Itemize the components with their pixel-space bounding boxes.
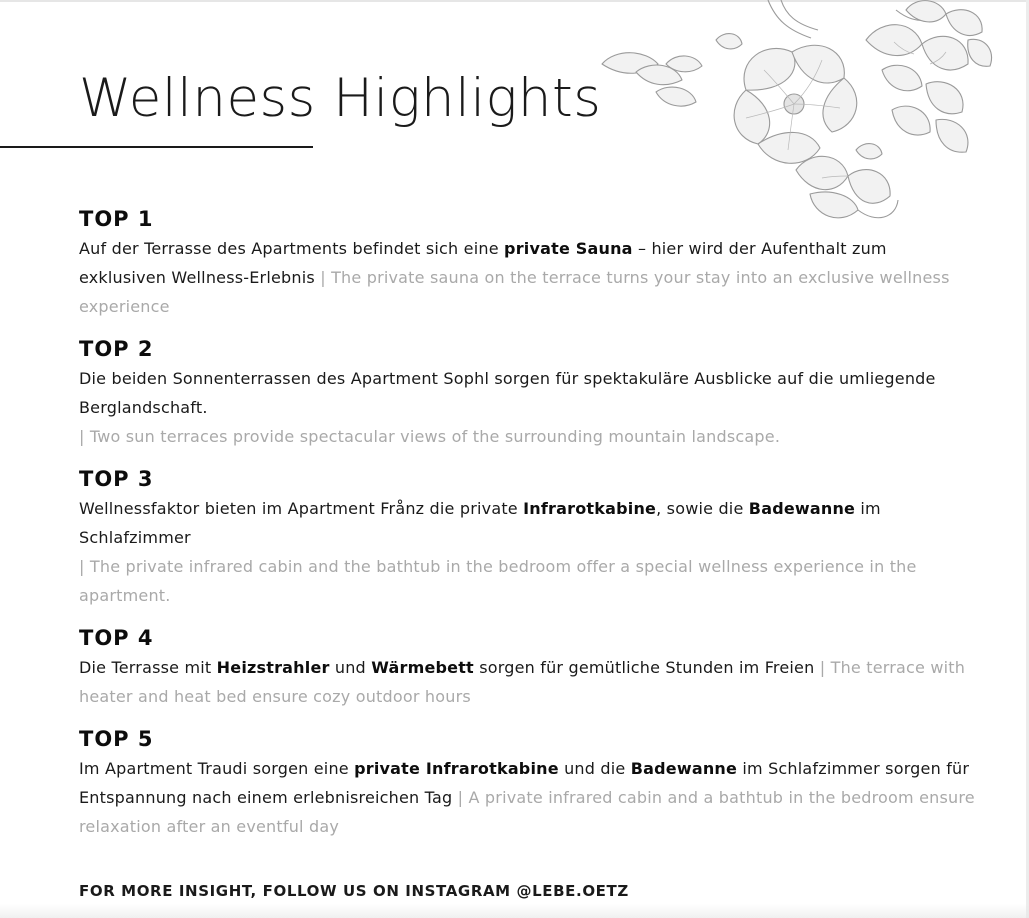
- highlight-body: [79, 364, 979, 451]
- body-text: im Schlafzimmer: [79, 499, 881, 547]
- body-text: und: [329, 658, 372, 677]
- body-text: Im Apartment Traudi sorgen eine: [79, 759, 355, 778]
- highlight-body: [79, 234, 979, 321]
- highlights-list: [79, 204, 979, 854]
- highlight-heading: TOP 4: [79, 626, 154, 650]
- highlight-item: [79, 623, 979, 711]
- body-emphasis: private Infrarotkabine: [354, 759, 559, 778]
- highlight-heading: TOP 3: [79, 467, 154, 491]
- highlight-body: [79, 653, 979, 711]
- highlight-item: [79, 724, 979, 841]
- body-emphasis: Infrarotkabine: [523, 499, 657, 518]
- title-underline: [0, 146, 313, 148]
- english-translation: | The private sauna on the terrace turns your stay into an exclusive wellness experience: [79, 268, 950, 316]
- instagram-cta: FOR MORE INSIGHT, FOLLOW US ON INSTAGRAM @LEBE.OETZ: [79, 882, 629, 900]
- highlight-body: [79, 754, 979, 841]
- body-text: im Schlafzimmer sorgen für Entspannung nach einem erlebnisreichen Tag: [79, 759, 970, 807]
- body-emphasis: Badewanne: [630, 759, 738, 778]
- highlight-item: [79, 334, 979, 451]
- body-emphasis: Heizstrahler: [216, 658, 330, 677]
- highlight-item: [79, 204, 979, 321]
- body-text: Die beiden Sonnenterrassen des Apartment Sophl sorgen für spektakuläre Ausblicke auf die umliegende Berglandschaft.: [79, 369, 936, 417]
- flower-illustration-icon: [596, 0, 996, 228]
- english-translation: | Two sun terraces provide spectacular views of the surrounding mountain landscape.: [79, 427, 781, 446]
- body-emphasis: Wärmebett: [371, 658, 474, 677]
- body-text: sorgen für gemütliche Stunden im Freien: [473, 658, 820, 677]
- highlight-heading: TOP 2: [79, 337, 154, 361]
- page-title: Wellness Highlights: [79, 68, 602, 129]
- highlight-item: [79, 464, 979, 610]
- body-text: Auf der Terrasse des Apartments befindet sich eine: [79, 239, 505, 258]
- body-text: und die: [558, 759, 631, 778]
- body-emphasis: private Sauna: [504, 239, 633, 258]
- body-text: Die Terrasse mit: [79, 658, 217, 677]
- english-translation: | A private infrared cabin and a bathtub in the bedroom ensure relaxation after an eventful day: [79, 788, 975, 836]
- highlight-body: [79, 494, 979, 610]
- body-text: , sowie die: [656, 499, 749, 518]
- highlight-heading: TOP 1: [79, 207, 154, 231]
- english-translation: | The private infrared cabin and the bathtub in the bedroom offer a special wellness experience in the apartment.: [79, 557, 917, 605]
- body-text: – hier wird der Aufenthalt zum exklusiven Wellness-Erlebnis: [79, 239, 887, 287]
- bottom-shadow: [0, 904, 1029, 918]
- body-emphasis: Badewanne: [748, 499, 856, 518]
- english-translation: | The terrace with heater and heat bed ensure cozy outdoor hours: [79, 658, 966, 706]
- highlight-heading: TOP 5: [79, 727, 154, 751]
- body-text: Wellnessfaktor bieten im Apartment Frånz die private: [79, 499, 524, 518]
